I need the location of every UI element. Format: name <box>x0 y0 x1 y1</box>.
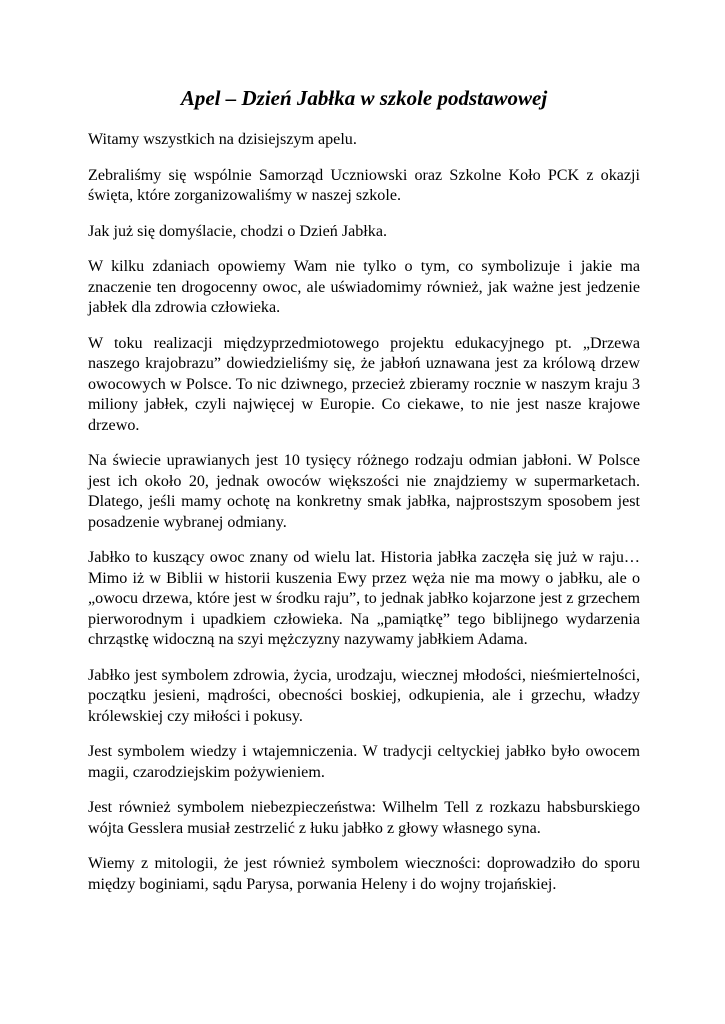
paragraph-organizers: Zebraliśmy się wspólnie Samorząd Uczniowski oraz Szkolne Koło PCK z okazji święta, które zorganizowaliśmy w naszej szkole. <box>88 166 640 204</box>
paragraph-varieties: Na świecie uprawianych jest 10 tysięcy różnego rodzaju odmian jabłoni. W Polsce jest ich około 20, jednak owoców większości nie znajdziemy w supermarketach. Dlatego, jeśli mamy ochotę na konkretny smak jabłka, najprostszym sposobem jest posadzenie wybranej odmiany. <box>88 452 640 531</box>
paragraph-symbol-health: Jabłko jest symbolem zdrowia, życia, urodzaju, wiecznej młodości, nieśmiertelności, początku jesieni, mądrości, obecności boskiej, odkupienia, ale i grzechu, władzy królewskiej czy miłości i pokusy. <box>88 666 640 725</box>
paragraph-project: W toku realizacji międzyprzedmiotowego projektu edukacyjnego pt. „Drzewa naszego krajobrazu” dowiedzieliśmy się, że jabłoń uznawana jest za królową drzew owocowych w Polsce. To nic dziwnego, przecież zbieramy rocznie w naszym kraju 3 miliony jabłek, czyli najwięcej w Europie. Co ciekawe, to nie jest nasze krajowe drzewo. <box>88 334 640 434</box>
paragraph-welcome: Witamy wszystkich na dzisiejszym apelu. <box>88 131 357 148</box>
paragraph-history: Jabłko to kuszący owoc znany od wielu lat. Historia jabłka zaczęła się już w raju… Mimo iż w Biblii w historii kuszenia Ewy przez węża nie ma mowy o jabłku, ale o „owocu drzewa, które jest w środku raju”, to jednak jabłko kojarzone jest z grzechem pierworodnym i upadkiem człowieka. Na „pamiątkę” tego biblijnego wydarzenia chrząstkę widoczną na szyi mężczyzny nazywamy jabłkiem Adama. <box>88 549 640 648</box>
document-title: Apel – Dzień Jabłka w szkole podstawowej <box>180 86 548 110</box>
paragraph-symbol-eternity: Wiemy z mitologii, że jest również symbolem wieczności: doprowadziło do sporu między boginiami, sądu Parysa, porwania Heleny i do wojny trojańskiej. <box>88 855 640 893</box>
document-page <box>88 84 640 910</box>
paragraph-symbol-danger: Jest również symbolem niebezpieczeństwa: Wilhelm Tell z rozkazu habsburskiego wójta Gesslera musiał zestrzelić z łuku jabłko z głowy własnego syna. <box>88 799 640 837</box>
paragraph-apple-day: Jak już się domyślacie, chodzi o Dzień Jabłka. <box>88 222 387 240</box>
paragraph-symbol-knowledge: Jest symbolem wiedzy i wtajemniczenia. W tradycji celtyckiej jabłko było owocem magii, czarodziejskim pożywieniem. <box>88 743 640 781</box>
paragraph-intro: W kilku zdaniach opowiemy Wam nie tylko o tym, co symbolizuje i jakie ma znaczenie ten drogocenny owoc, ale uświadomimy również, jak ważne jest jedzenie jabłek dla zdrowia człowieka. <box>88 258 640 316</box>
